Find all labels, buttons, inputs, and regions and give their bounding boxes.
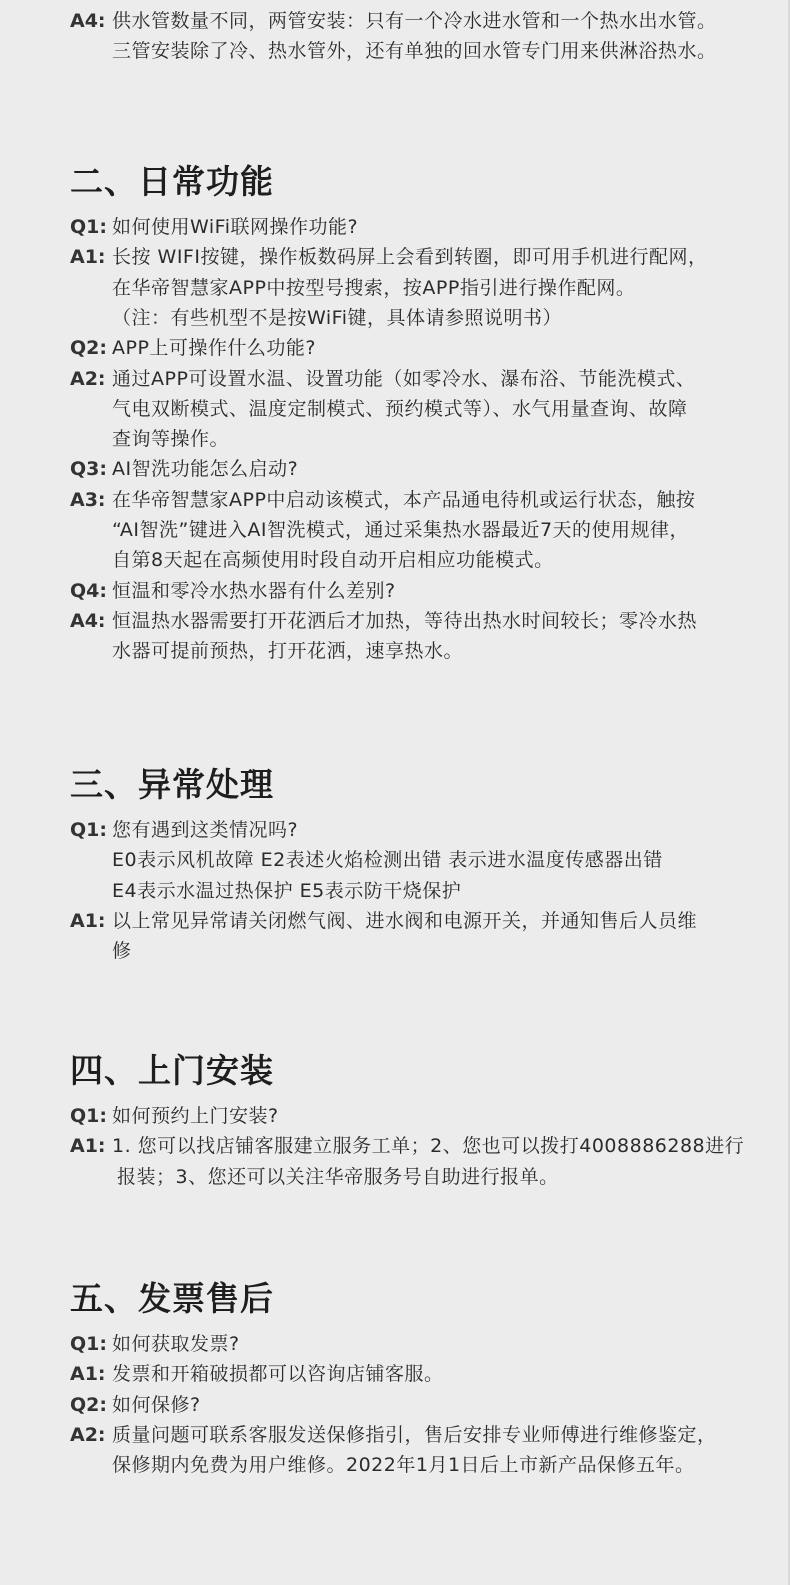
question-text: 如何预约上门安装?	[112, 1105, 279, 1127]
qa-label: A3:	[70, 488, 106, 511]
answer-text: 恒温热水器需要打开花洒后才加热，等待出热水时间较长；零冷水热	[112, 609, 698, 632]
continuation-text: 气电双断模式、温度定制模式、预约模式等）、水气用量查询、故障	[112, 397, 688, 420]
qa-label: A1:	[70, 1363, 106, 1386]
question-text: 如何获取发票?	[112, 1333, 240, 1355]
qa-label: A2:	[70, 1423, 106, 1446]
question-text: APP上可操作什么功能?	[112, 337, 316, 360]
continuation-text: 保修期内免费为用户维修。2022年1月1日后上市新产品保修五年。	[112, 1454, 695, 1477]
continuation-text: 修	[112, 940, 132, 963]
answer-text: 1. 您可以找店铺客服建立服务工单；2、您也可以拨打4008886288进行	[112, 1135, 745, 1158]
section-heading: 二、日常功能	[70, 162, 274, 201]
qa-label: A4:	[70, 609, 106, 632]
continuation-text: “AI智洗”键进入AI智洗模式，通过采集热水器最近7天的使用规律，	[112, 519, 690, 541]
qa-label: A4:	[70, 10, 106, 32]
continuation-text: 三管安装除了冷、热水管外，还有单独的回水管专门用来供淋浴热水。	[112, 40, 717, 63]
continuation-text: 水器可提前预热，打开花洒，速享热水。	[112, 640, 464, 663]
question-text: 恒温和零冷水热水器有什么差别?	[112, 579, 396, 602]
answer-text: 以上常见异常请关闭燃气阀、进水阀和电源开关，并通知售后人员维	[112, 909, 698, 932]
answer-text: 质量问题可联系客服发送保修指引，售后安排专业师傅进行维修鉴定，	[112, 1423, 717, 1446]
qa-label: Q1:	[70, 1333, 107, 1355]
section-heading: 三、异常处理	[70, 765, 274, 804]
answer-text: 在华帝智慧家APP中启动该模式，本产品通电待机或运行状态，触按	[112, 488, 696, 511]
continuation-text: 在华帝智慧家APP中按型号搜索，按APP指引进行操作配网。	[112, 276, 636, 299]
qa-label: Q3:	[70, 458, 107, 481]
qa-label: Q2:	[70, 337, 107, 360]
qa-label: Q4:	[70, 579, 107, 602]
qa-label: A1:	[70, 1135, 106, 1158]
answer-text: 供水管数量不同，两管安装：只有一个冷水进水管和一个热水出水管。	[112, 10, 717, 32]
qa-label: A2:	[70, 367, 106, 390]
section-heading: 五、发票售后	[70, 1279, 274, 1318]
continuation-text: 查询等操作。	[112, 428, 230, 451]
qa-label: Q1:	[70, 216, 107, 238]
continuation-text: 报装；3、您还可以关注华帝服务号自助进行报单。	[117, 1165, 559, 1188]
qa-label: Q2:	[70, 1393, 107, 1416]
qa-label: A1:	[70, 246, 106, 269]
qa-label: Q1:	[70, 1105, 107, 1127]
continuation-text: 自第8天起在高频使用时段自动开启相应功能模式。	[112, 549, 554, 572]
qa-label: Q1:	[70, 819, 107, 841]
question-text: 您有遇到这类情况吗?	[112, 819, 299, 841]
section-heading: 四、上门安装	[70, 1051, 274, 1090]
answer-text: 长按 WIFI按键，操作板数码屏上会看到转圈，即可用手机进行配网，	[112, 246, 708, 269]
answer-text: 发票和开箱破损都可以咨询店铺客服。	[112, 1363, 444, 1386]
qa-label: A1:	[70, 909, 106, 932]
continuation-text: E0表示风机故障 E2表述火焰检测出错 表示进水温度传感器出错	[112, 849, 663, 872]
question-text: 如何保修?	[112, 1393, 201, 1416]
question-text: 如何使用WiFi联网操作功能?	[112, 216, 359, 238]
continuation-text: （注：有些机型不是按WiFi键，具体请参照说明书）	[112, 306, 562, 329]
question-text: AI智洗功能怎么启动?	[112, 458, 299, 481]
continuation-text: E4表示水温过热保护 E5表示防干烧保护	[112, 879, 462, 902]
answer-text: 通过APP可设置水温、设置功能（如零冷水、瀑布浴、节能洗模式、	[112, 367, 696, 390]
